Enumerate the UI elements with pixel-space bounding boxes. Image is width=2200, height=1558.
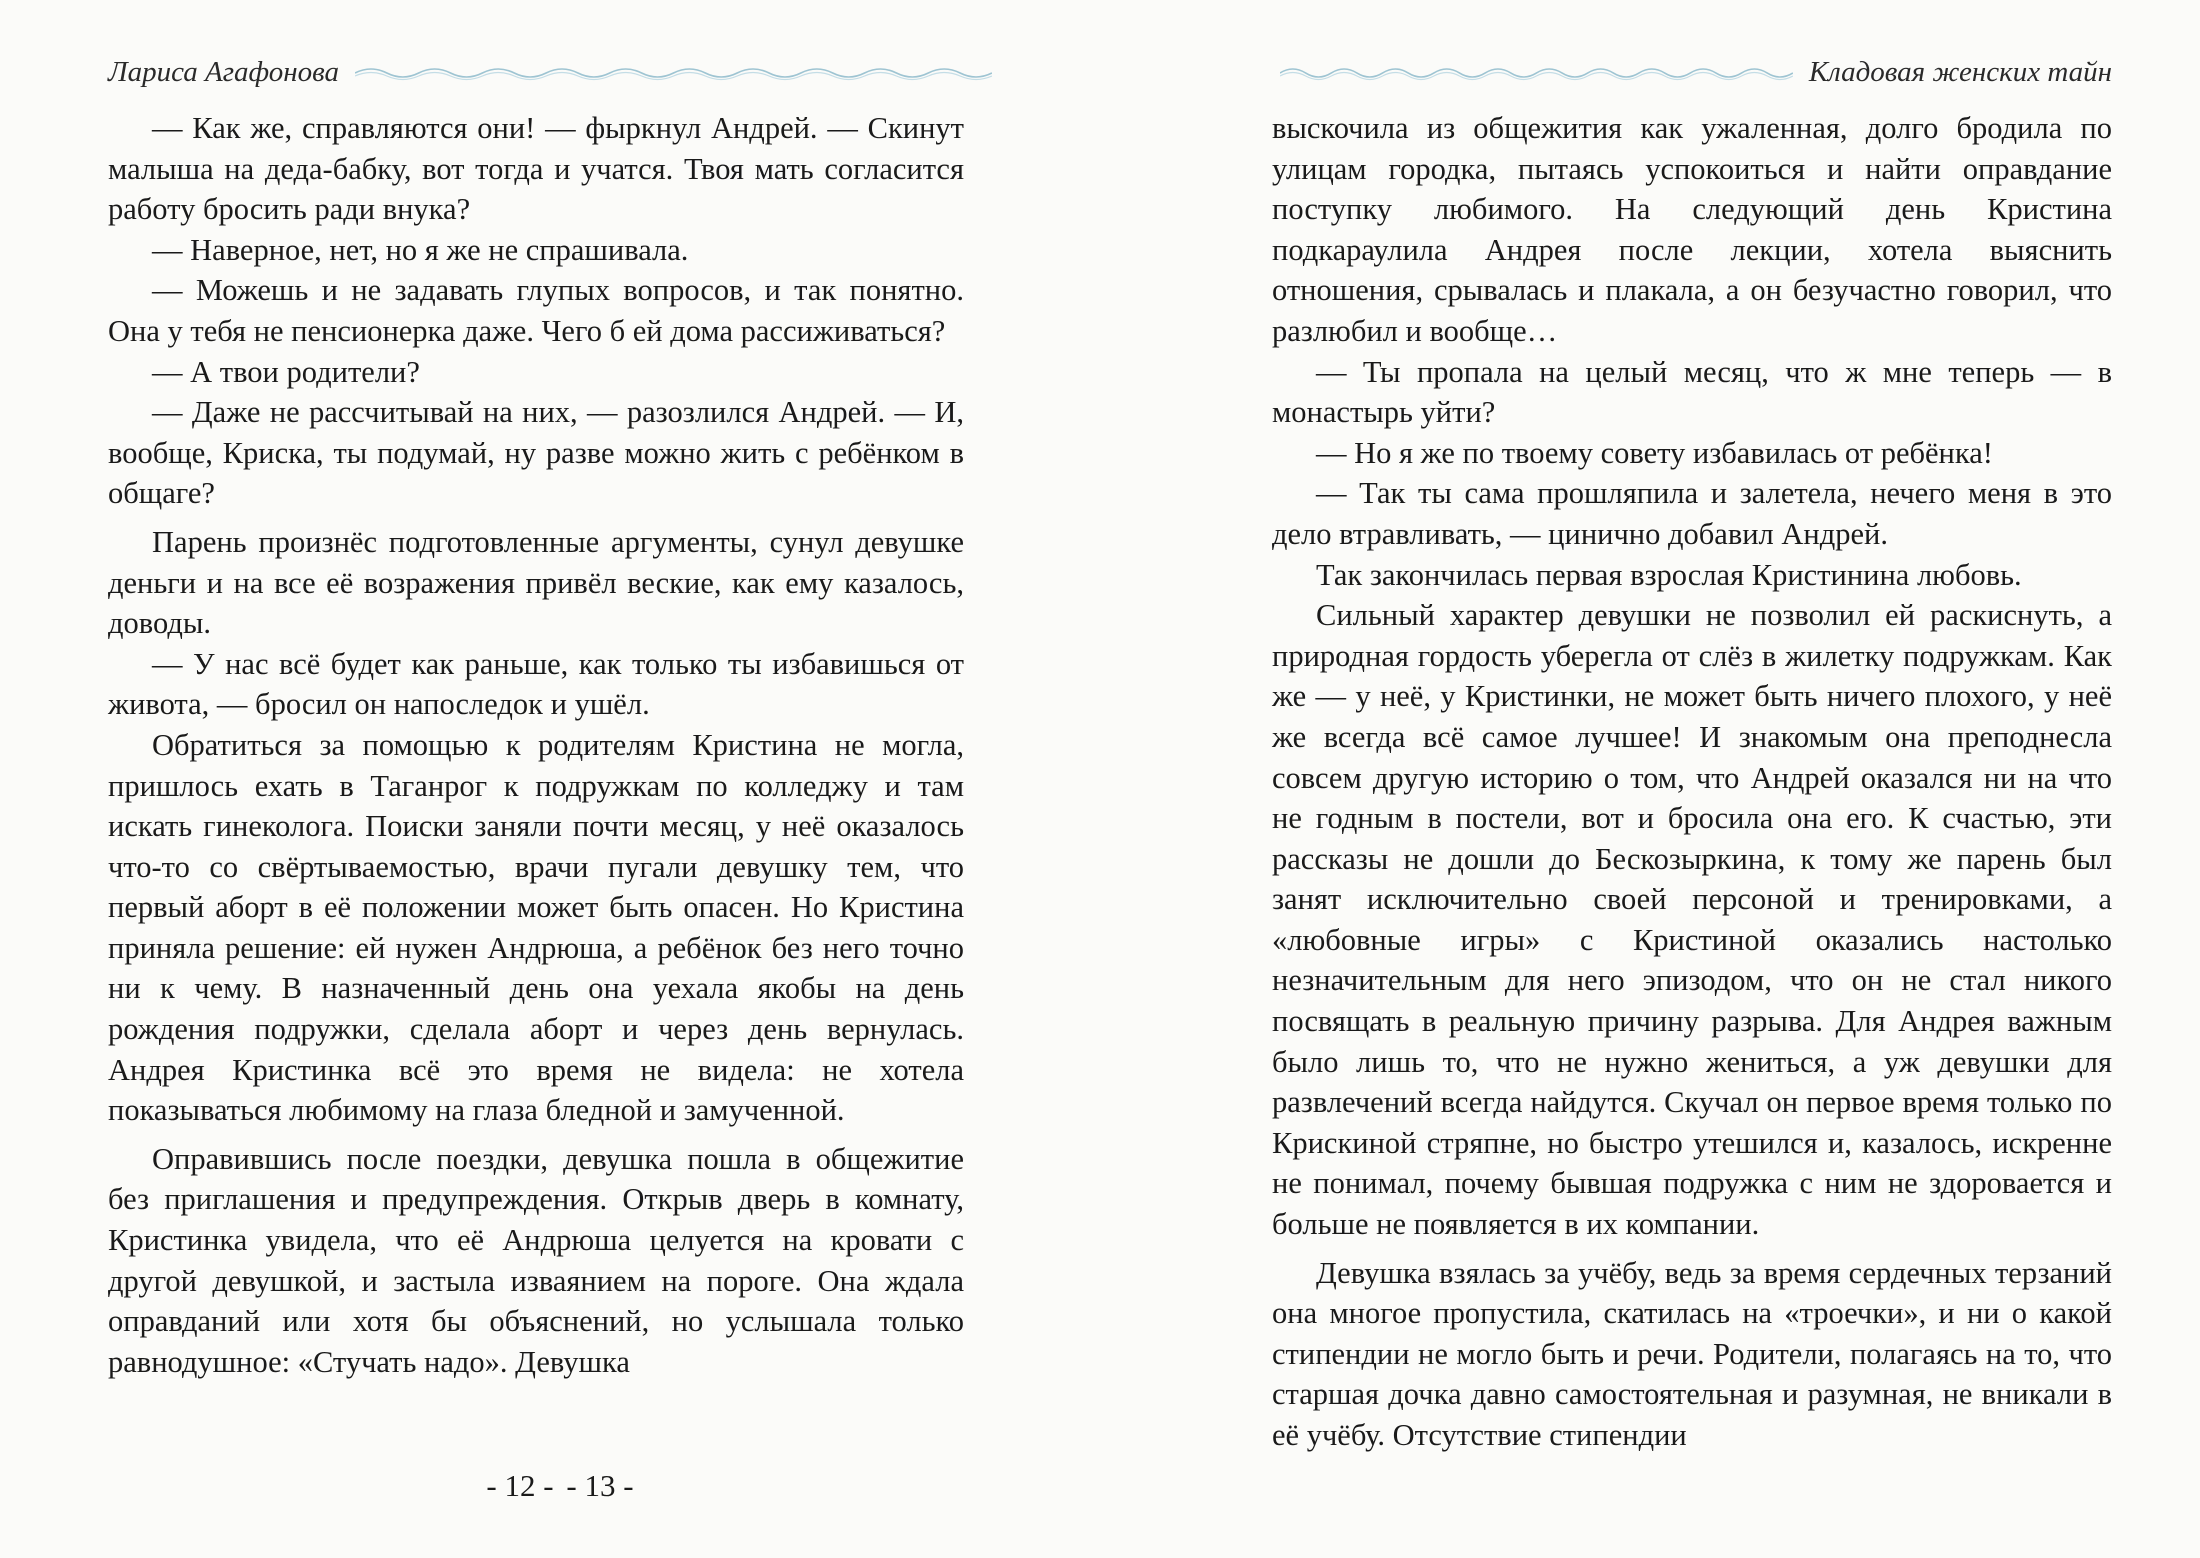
paragraph: Парень произнёс подготовленные аргументы, сунул девушке деньги и на все её возражения привёл веские, как ему казалось, доводы. [108, 524, 964, 641]
paragraph: — Так ты сама прошляпила и залетела, нечего меня в это дело втравливать, — цинично добавил Андрей. [1272, 476, 2112, 551]
page-number: - 13 - [566, 1468, 634, 1503]
paragraph: Сильный характер девушки не позволил ей раскиснуть, а природная гордость уберегла от слёз в жилетку подружкам. Как же — у неё, у Кристинки, не может быть ничего плохого, у неё же всегда всё самое лучшее! И знакомым она преподнесла совсем другую историю о том, что Андрей оказался ни на что не годным в постели, вот и бросила она его. К счастью, эти рассказы не дошли до Бескозыркина, к тому же парень был занят исключительно своей персоной и тренировками, а «любовные игры» с Кристиной оказались настолько незначительным для него эпизодом, что он не стал никого посвящать в реальную причину разрыва. Для Андрея важным было лишь то, что не нужно жениться, а уж девушки для развлечений всегда найдутся. Скучал он первое время только по Крискиной стряпне, но быстро утешился и, казалось, искренне не понимал, почему бывшая подружка с ним не здоровается и больше не появляется в их компании. [1272, 598, 2112, 1242]
paragraph: — Наверное, нет, но я же не спрашивала. [152, 232, 689, 267]
paragraph: — Но я же по твоему совету избавилась от ребёнка! [1316, 435, 1993, 470]
paragraph: — У нас всё будет как раньше, как только ты избавишься от живота, — бросил он напоследок и ушёл. [108, 646, 964, 722]
paragraph: — Можешь и не задавать глупых вопросов, и так понятно. Она у тебя не пенсионерка даже. Чего б ей дома рассиживаться? [108, 273, 964, 348]
right-body-text [1272, 108, 2112, 1456]
page-number: - 12 - [486, 1468, 554, 1503]
paragraph: Девушка взялась за учёбу, ведь за время сердечных терзаний она многое пропустила, скатилась на «троечки», и ни о какой стипендии не могло быть и речи. Родители, полагаясь на то, что старшая дочка давно самостоятельная и разумная, не вникали в её учёбу. Отсутствие стипендии [1272, 1255, 2112, 1452]
paragraph: Обратиться за помощью к родителям Кристина не могла, пришлось ехать в Таганрог к подружкам по колледжу и там искать гинеколога. Поиски заняли почти месяц, у неё оказалось что-то со свёртываемостью, врачи пугали девушку тем, что первый аборт в её положении может быть опасен. Но Кристина приняла решение: ей нужен Андрюша, а ребёнок без него точно ни к чему. В назначенный день она уехала якобы на день рождения подружки, сделала аборт и через день вернулась. Андрея Кристинка всё это время не видела: не хотела показываться любимому на глаза бледной и замученной. [108, 727, 964, 1128]
right-page [566, 0, 2200, 1558]
left-body-text [108, 108, 964, 1382]
paragraph: Так закончилась первая взрослая Кристинина любовь. [1316, 557, 2022, 592]
paragraph: — Как же, справляются они! — фыркнул Андрей. — Скинут малыша на деда-бабку, вот тогда и учатся. Твоя мать согласится работу бросить ради внука? [108, 111, 964, 227]
book-title: Кладовая женских тайн [1808, 55, 2112, 88]
paragraph: — Даже не рассчитывай на них, — разозлился Андрей. — И, вообще, Криска, ты подумай, ну разве можно жить с ребёнком в общаге? [108, 395, 964, 511]
paragraph: Оправившись после поездки, девушка пошла в общежитие без приглашения и предупреждения. Открыв дверь в комнату, Кристинка увидела, что её Андрюша целуется на кровати с другой девушкой, и застыла изваянием на пороге. Она ждала оправданий или хотя бы объяснений, но услышала только равнодушное: «Стучать надо». Девушка [108, 1141, 964, 1379]
author-name: Лариса Агафонова [108, 55, 340, 88]
left-running-head [108, 52, 1008, 92]
paragraph: выскочила из общежития как ужаленная, долго бродила по улицам городка, пытаясь успокоиться и найти оправдание поступку любимого. На следующий день Кристина подкараулила Андрея после лекции, хотела выяснить отношения, срывалась и плакала, а он безучастно говорил, что разлюбил и вообще… [1272, 111, 2112, 348]
wave-ornament-icon [355, 61, 992, 83]
right-running-head [1280, 52, 2112, 92]
paragraph: — А твои родители? [152, 354, 420, 389]
wave-ornament-icon [1280, 61, 1793, 83]
paragraph: — Ты пропала на целый месяц, что ж мне теперь — в монастырь уйти? [1272, 354, 2112, 430]
